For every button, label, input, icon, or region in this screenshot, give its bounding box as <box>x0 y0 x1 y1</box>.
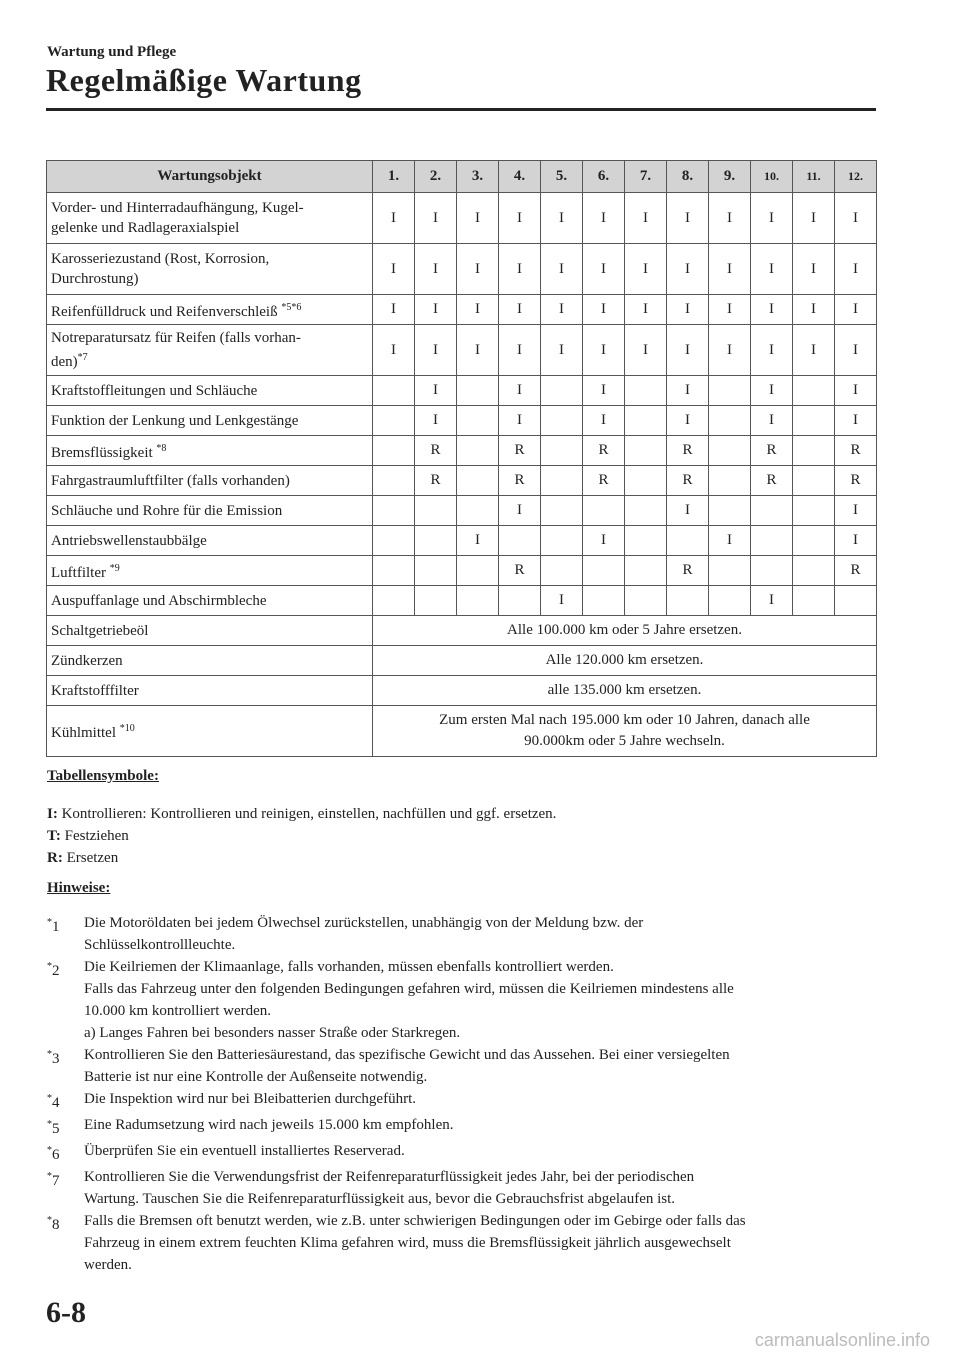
interval-cell <box>751 526 793 556</box>
interval-note-cell: Alle 100.000 km oder 5 Jahre ersetzen. <box>373 616 877 646</box>
item-name-cell: Schaltgetriebeöl <box>47 616 373 646</box>
footnote-number: *8 <box>47 1215 60 1233</box>
interval-cell: I <box>667 325 709 376</box>
footnote-item <box>47 956 877 1044</box>
interval-cell: I <box>541 586 583 616</box>
header-cell: 4. <box>499 161 541 193</box>
interval-cell <box>793 556 835 586</box>
footnote-ref: *8 <box>156 442 167 454</box>
footnote-item <box>47 1166 877 1210</box>
interval-cell: I <box>835 526 877 556</box>
interval-cell <box>793 586 835 616</box>
interval-cell <box>457 556 499 586</box>
interval-cell <box>751 496 793 526</box>
item-name-cell: Funktion der Lenkung und Lenkgestänge <box>47 406 373 436</box>
interval-cell: I <box>835 193 877 244</box>
section-label: Wartung und Pflege <box>47 44 177 60</box>
item-name-cell: Kühlmittel $^{*10}$ <box>47 706 373 757</box>
interval-cell: I <box>373 244 415 295</box>
interval-cell <box>541 376 583 406</box>
interval-cell: R <box>667 436 709 466</box>
footnote-text: Die Inspektion wird nur bei Bleibatterien durchgeführt. <box>84 1091 416 1107</box>
table-row <box>47 586 877 616</box>
item-name-cell: Schläuche und Rohre für die Emission <box>47 496 373 526</box>
interval-cell: I <box>793 325 835 376</box>
header-cell: 2. <box>415 161 457 193</box>
interval-cell <box>709 496 751 526</box>
legend-title: Tabellensymbole: <box>47 768 159 784</box>
interval-cell <box>793 526 835 556</box>
legend-item: R: Ersetzen <box>47 850 119 866</box>
interval-cell <box>457 496 499 526</box>
header-cell: 9. <box>709 161 751 193</box>
footnote-ref: *5*6 <box>281 301 302 313</box>
footnote-item <box>47 1088 877 1114</box>
footnote-text: Falls die Bremsen oft benutzt werden, wie z.B. unter schwierigen Bedingungen oder im Gebirge oder falls das Fahrzeug in einem extrem feuchten Klima gefahren wird, muss die Bremsflüssigkeit jährlich ausgewechselt werden. <box>84 1213 746 1273</box>
interval-cell <box>709 406 751 436</box>
item-name-cell: Luftfilter $^{*9}$ <box>47 556 373 586</box>
legend-symbol: T: <box>47 828 61 844</box>
interval-cell <box>415 496 457 526</box>
legend-symbol: R: <box>47 850 63 866</box>
interval-cell <box>667 526 709 556</box>
interval-cell <box>499 586 541 616</box>
interval-cell: I <box>793 295 835 325</box>
interval-cell <box>835 586 877 616</box>
interval-cell: R <box>835 436 877 466</box>
interval-cell <box>373 496 415 526</box>
interval-cell: I <box>583 325 625 376</box>
interval-cell <box>373 526 415 556</box>
table-header-row <box>47 161 877 193</box>
footnote-number: *6 <box>47 1145 60 1163</box>
interval-cell <box>751 556 793 586</box>
footnote-ref: *7 <box>77 352 88 363</box>
table-row <box>47 376 877 406</box>
legend-item: I: Kontrollieren: Kontrollieren und reinigen, einstellen, nachfüllen und ggf. ersetzen. <box>47 806 557 822</box>
interval-cell: R <box>667 556 709 586</box>
item-name-cell: Kraftstofffilter <box>47 676 373 706</box>
footnote-ref: *10 <box>119 723 135 734</box>
interval-cell <box>457 406 499 436</box>
interval-cell: I <box>667 496 709 526</box>
interval-cell <box>583 496 625 526</box>
interval-cell: I <box>835 496 877 526</box>
page-title: Regelmäßige Wartung <box>46 62 362 98</box>
interval-cell: I <box>667 244 709 295</box>
footnote-item <box>47 1140 877 1166</box>
interval-cell: I <box>793 193 835 244</box>
interval-cell: I <box>541 295 583 325</box>
interval-cell <box>625 526 667 556</box>
interval-cell <box>457 376 499 406</box>
footnote-number: *7 <box>47 1171 60 1189</box>
interval-cell <box>793 436 835 466</box>
interval-cell: I <box>751 376 793 406</box>
watermark: carmanualsonline.info <box>754 1330 930 1350</box>
page-number: 6-8 <box>46 1296 86 1329</box>
header-cell: 12. <box>835 161 877 193</box>
interval-cell <box>541 436 583 466</box>
interval-cell: I <box>667 406 709 436</box>
interval-cell <box>415 586 457 616</box>
maintenance-table <box>46 160 877 757</box>
interval-cell: I <box>625 295 667 325</box>
interval-cell: R <box>667 466 709 496</box>
footnote-text: Eine Radumsetzung wird nach jeweils 15.000 km empfohlen. <box>84 1117 454 1133</box>
interval-cell <box>373 586 415 616</box>
item-name-cell: Karosseriezustand (Rost, Korrosion, Durchrostung) <box>47 244 373 295</box>
item-name-cell: Kraftstoffleitungen und Schläuche <box>47 376 373 406</box>
interval-cell <box>709 376 751 406</box>
item-name-cell: Bremsflüssigkeit $^{*8}$ <box>47 436 373 466</box>
interval-cell <box>625 376 667 406</box>
interval-cell: R <box>583 466 625 496</box>
interval-cell <box>373 376 415 406</box>
interval-cell: I <box>583 244 625 295</box>
interval-cell <box>793 496 835 526</box>
interval-cell: I <box>541 325 583 376</box>
interval-cell <box>457 586 499 616</box>
interval-cell: I <box>373 325 415 376</box>
interval-cell <box>709 556 751 586</box>
interval-cell <box>541 556 583 586</box>
interval-cell: I <box>709 193 751 244</box>
item-name-cell: Reifenfülldruck und Reifenverschleiß $^{*5*6}$ <box>47 295 373 325</box>
footnote-text: Kontrollieren Sie den Batteriesäurestand, das spezifische Gewicht und das Aussehen. Bei einer versiegelten Batterie ist nur eine Kontrolle der Außenseite notwendig. <box>84 1047 730 1085</box>
header-cell: Wartungsobjekt <box>47 161 373 193</box>
footnote-number: *2 <box>47 961 60 979</box>
interval-cell: R <box>499 436 541 466</box>
interval-cell <box>625 496 667 526</box>
footnote-number: *4 <box>47 1093 60 1111</box>
footnote-text: Kontrollieren Sie die Verwendungsfrist der Reifenreparaturflüssigkeit jedes Jahr, bei der periodischen Wartung. Tauschen Sie die Reifenreparaturflüssigkeit aus, bevor die Gebrauchsfrist abgelaufen ist. <box>84 1169 695 1207</box>
interval-cell: I <box>625 325 667 376</box>
interval-cell <box>667 586 709 616</box>
interval-cell: I <box>751 586 793 616</box>
item-name-cell: Auspuffanlage und Abschirmbleche <box>47 586 373 616</box>
footnote-text: Überprüfen Sie ein eventuell installiertes Reserverad. <box>84 1143 405 1159</box>
interval-cell: I <box>667 295 709 325</box>
table-row <box>47 436 877 466</box>
header-cell: 10. <box>751 161 793 193</box>
interval-cell: I <box>751 244 793 295</box>
footnote-number: *3 <box>47 1049 60 1067</box>
interval-cell: I <box>499 376 541 406</box>
interval-cell: I <box>709 244 751 295</box>
header-cell: 5. <box>541 161 583 193</box>
interval-cell: I <box>751 406 793 436</box>
interval-cell: I <box>415 406 457 436</box>
interval-cell <box>625 556 667 586</box>
interval-cell <box>541 466 583 496</box>
notes-list <box>47 912 877 1276</box>
interval-cell: I <box>835 376 877 406</box>
table-row <box>47 526 877 556</box>
interval-cell: I <box>667 193 709 244</box>
interval-cell: I <box>499 193 541 244</box>
item-name-cell: Notreparatursatz für Reifen (falls vorhan- den)$^{*7}$ <box>47 325 373 376</box>
interval-cell <box>499 526 541 556</box>
interval-cell: I <box>415 295 457 325</box>
interval-cell: I <box>751 325 793 376</box>
interval-cell: I <box>499 295 541 325</box>
table-row <box>47 295 877 325</box>
interval-cell <box>415 556 457 586</box>
interval-cell: I <box>415 193 457 244</box>
interval-cell: I <box>499 496 541 526</box>
table-row <box>47 646 877 676</box>
interval-cell: I <box>499 325 541 376</box>
interval-cell <box>625 466 667 496</box>
interval-cell: R <box>751 466 793 496</box>
interval-cell <box>583 556 625 586</box>
item-name-cell: Antriebswellenstaubbälge <box>47 526 373 556</box>
interval-cell <box>793 376 835 406</box>
interval-cell: I <box>709 526 751 556</box>
header-cell: 7. <box>625 161 667 193</box>
table-row <box>47 325 877 376</box>
interval-cell: I <box>541 244 583 295</box>
interval-cell: R <box>415 436 457 466</box>
interval-cell <box>457 466 499 496</box>
interval-cell <box>373 556 415 586</box>
header-cell: 3. <box>457 161 499 193</box>
interval-cell <box>373 466 415 496</box>
interval-cell: I <box>457 325 499 376</box>
interval-cell <box>709 586 751 616</box>
header-cell: 8. <box>667 161 709 193</box>
interval-cell: I <box>751 295 793 325</box>
table-row <box>47 496 877 526</box>
interval-cell: I <box>835 325 877 376</box>
interval-cell: I <box>625 193 667 244</box>
title-rule <box>46 108 876 111</box>
item-name-cell: Zündkerzen <box>47 646 373 676</box>
interval-cell: I <box>583 406 625 436</box>
interval-cell: I <box>541 193 583 244</box>
interval-cell: R <box>499 466 541 496</box>
interval-cell <box>415 526 457 556</box>
interval-cell: I <box>667 376 709 406</box>
interval-cell <box>583 586 625 616</box>
interval-cell <box>625 436 667 466</box>
interval-cell: R <box>583 436 625 466</box>
footnote-item <box>47 912 877 956</box>
footnote-number: *5 <box>47 1119 60 1137</box>
interval-cell: I <box>835 295 877 325</box>
interval-cell: I <box>583 295 625 325</box>
interval-cell: I <box>793 244 835 295</box>
interval-cell <box>625 586 667 616</box>
table-row <box>47 616 877 646</box>
table-row <box>47 406 877 436</box>
interval-cell <box>709 466 751 496</box>
interval-cell: R <box>499 556 541 586</box>
item-name-cell: Vorder- und Hinterradaufhängung, Kugel- gelenke und Radlageraxialspiel <box>47 193 373 244</box>
interval-cell <box>457 436 499 466</box>
interval-cell: I <box>373 295 415 325</box>
interval-note-cell: alle 135.000 km ersetzen. <box>373 676 877 706</box>
interval-cell: I <box>835 406 877 436</box>
interval-cell: I <box>751 193 793 244</box>
interval-cell: I <box>583 376 625 406</box>
footnote-text: Die Motoröldaten bei jedem Ölwechsel zurückstellen, unabhängig von der Meldung bzw. der Schlüsselkontrollleuchte. <box>84 915 644 953</box>
legend-list <box>47 803 556 869</box>
interval-cell: I <box>457 526 499 556</box>
interval-cell: R <box>751 436 793 466</box>
table-row <box>47 556 877 586</box>
interval-cell <box>541 406 583 436</box>
interval-cell <box>373 436 415 466</box>
interval-cell <box>373 406 415 436</box>
interval-cell: I <box>499 406 541 436</box>
interval-cell <box>541 496 583 526</box>
interval-cell: I <box>709 295 751 325</box>
interval-cell: I <box>709 325 751 376</box>
table-row <box>47 466 877 496</box>
interval-cell: I <box>499 244 541 295</box>
table-row <box>47 706 877 757</box>
interval-cell: I <box>583 526 625 556</box>
table-row <box>47 676 877 706</box>
table-row <box>47 244 877 295</box>
table-row <box>47 193 877 244</box>
interval-cell: I <box>457 295 499 325</box>
interval-cell <box>793 406 835 436</box>
notes-title: Hinweise: <box>47 880 111 896</box>
footnote-text: Die Keilriemen der Klimaanlage, falls vorhanden, müssen ebenfalls kontrolliert werden. Falls das Fahrzeug unter den folgenden Bedingungen gefahren wird, müssen die Keilriemen mindestens alle 10.000 km kontrolliert werden. a) Langes Fahren bei besonders nasser Straße oder Starkregen. <box>84 959 734 1041</box>
footnote-number: *1 <box>47 917 60 935</box>
footnote-item <box>47 1210 877 1276</box>
interval-note-cell: Alle 120.000 km ersetzen. <box>373 646 877 676</box>
interval-cell: I <box>583 193 625 244</box>
interval-cell <box>793 466 835 496</box>
interval-cell <box>625 406 667 436</box>
legend-symbol: I: <box>47 806 58 822</box>
header-cell: 6. <box>583 161 625 193</box>
interval-cell: I <box>457 193 499 244</box>
legend-item: T: Festziehen <box>47 828 129 844</box>
interval-cell: R <box>415 466 457 496</box>
interval-cell <box>709 436 751 466</box>
item-name-cell: Fahrgastraumluftfilter (falls vorhanden) <box>47 466 373 496</box>
footnote-item <box>47 1044 877 1088</box>
interval-cell: I <box>835 244 877 295</box>
footnote-ref: *9 <box>109 562 120 574</box>
interval-cell: R <box>835 466 877 496</box>
interval-note-cell: Zum ersten Mal nach 195.000 km oder 10 Jahren, danach alle 90.000km oder 5 Jahre wechseln. <box>373 706 877 757</box>
interval-cell: I <box>457 244 499 295</box>
interval-cell: I <box>415 376 457 406</box>
interval-cell: I <box>625 244 667 295</box>
interval-cell: I <box>415 325 457 376</box>
header-cell: 11. <box>793 161 835 193</box>
interval-cell <box>541 526 583 556</box>
footnote-item <box>47 1114 877 1140</box>
interval-cell: I <box>415 244 457 295</box>
interval-cell: R <box>835 556 877 586</box>
header-cell: 1. <box>373 161 415 193</box>
interval-cell: I <box>373 193 415 244</box>
